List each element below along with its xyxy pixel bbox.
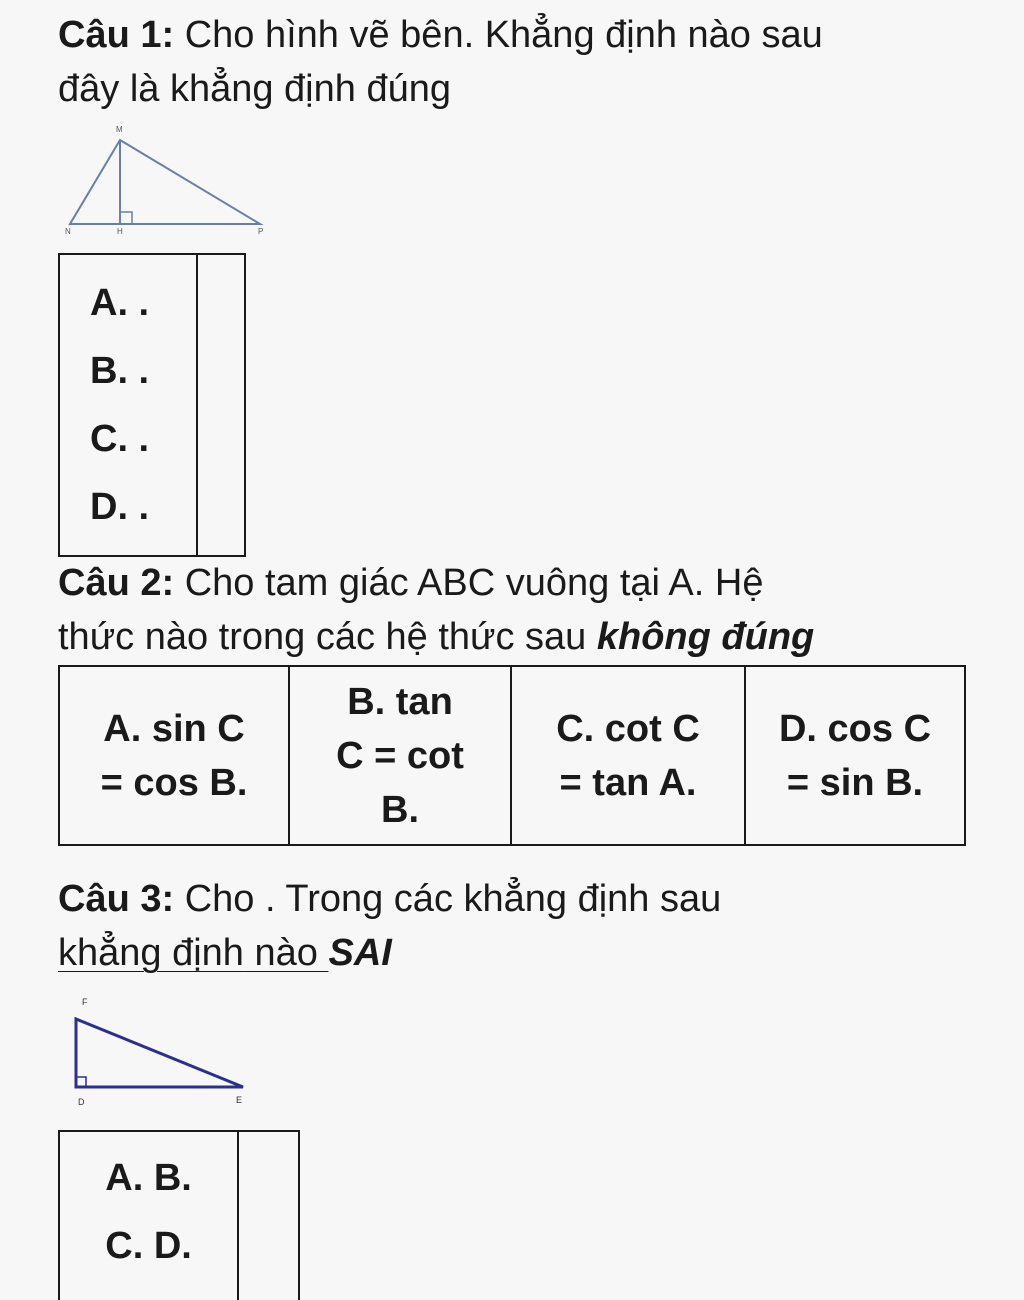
- q3-options-table: [58, 1130, 300, 1300]
- q2-option-c-line1: C. cot C: [556, 707, 700, 750]
- q2-option-d-line1: D. cos C: [778, 707, 932, 750]
- q2-text: [58, 556, 814, 664]
- q1-option-d[interactable]: D. .: [90, 486, 150, 528]
- q3-label-top: F: [82, 997, 88, 1007]
- q1-option-c[interactable]: C. .: [90, 418, 150, 460]
- q1-text: [58, 8, 823, 116]
- q1-right-angle-mark: [120, 212, 132, 224]
- q1-empty-cell: [197, 254, 245, 556]
- q3-text: [58, 872, 721, 980]
- q3-label-right: E: [236, 1095, 243, 1105]
- q3-option-cd[interactable]: C. D.: [105, 1225, 192, 1267]
- q1-option-b[interactable]: B. .: [90, 350, 150, 392]
- q3-triangle-figure: [68, 995, 258, 1110]
- q2-option-a[interactable]: [59, 666, 289, 845]
- q2-text-line1: Cho tam giác ABC vuông tại A. Hệ: [174, 562, 764, 604]
- q3-label: Câu 3:: [58, 878, 175, 920]
- q1-options-cell: [59, 254, 197, 556]
- q3-emphasis: SAI: [328, 932, 392, 974]
- q2-option-a-line1: A. sin C: [103, 707, 245, 750]
- q1-text-line2: đây là khẳng định đúng: [58, 68, 451, 110]
- q3-triangle: [76, 1019, 243, 1087]
- q2-text-line2a: thức nào trong các hệ thức sau: [58, 616, 597, 658]
- q1-triangle-figure: [60, 122, 270, 240]
- q1-label-right: P: [258, 227, 264, 236]
- q1-triangle: [70, 140, 260, 224]
- q1-label-foot: H: [117, 227, 123, 236]
- q3-option-ab[interactable]: A. B.: [105, 1157, 192, 1199]
- q1-options-table: [58, 253, 246, 557]
- q2-option-d-line2: = sin B.: [786, 761, 924, 804]
- q3-text-line2a: khẳng định: [58, 932, 244, 974]
- q2-option-c-line2: = tan A.: [559, 761, 697, 804]
- q3-text-line1: Cho . Trong các khẳng định sau: [174, 878, 722, 920]
- q1-text-line1: Cho hình vẽ bên. Khẳng định nào sau: [174, 14, 823, 56]
- q1-label-left: N: [65, 227, 71, 236]
- q2-option-b-line2: C = cot: [336, 734, 464, 777]
- q3-empty-cell: [238, 1131, 299, 1300]
- q2-options-table: [58, 665, 966, 846]
- q3-label-left: D: [78, 1097, 85, 1107]
- q1-option-a[interactable]: A. .: [90, 282, 150, 324]
- q2-option-a-line2: = cos B.: [100, 761, 248, 804]
- q2-label: Câu 2:: [58, 562, 175, 604]
- q1-label: Câu 1:: [58, 14, 175, 56]
- q2-option-b[interactable]: [289, 666, 511, 845]
- q3-options-cell: [59, 1131, 238, 1300]
- q2-option-c[interactable]: [511, 666, 745, 845]
- q1-label-top: M: [116, 125, 123, 134]
- q3-text-line2b: nào: [243, 932, 329, 974]
- q2-option-b-line3: B.: [381, 788, 419, 831]
- q2-option-b-line1: B. tan: [347, 680, 453, 723]
- q2-emphasis: không đúng: [596, 616, 815, 658]
- q2-option-d[interactable]: [745, 666, 965, 845]
